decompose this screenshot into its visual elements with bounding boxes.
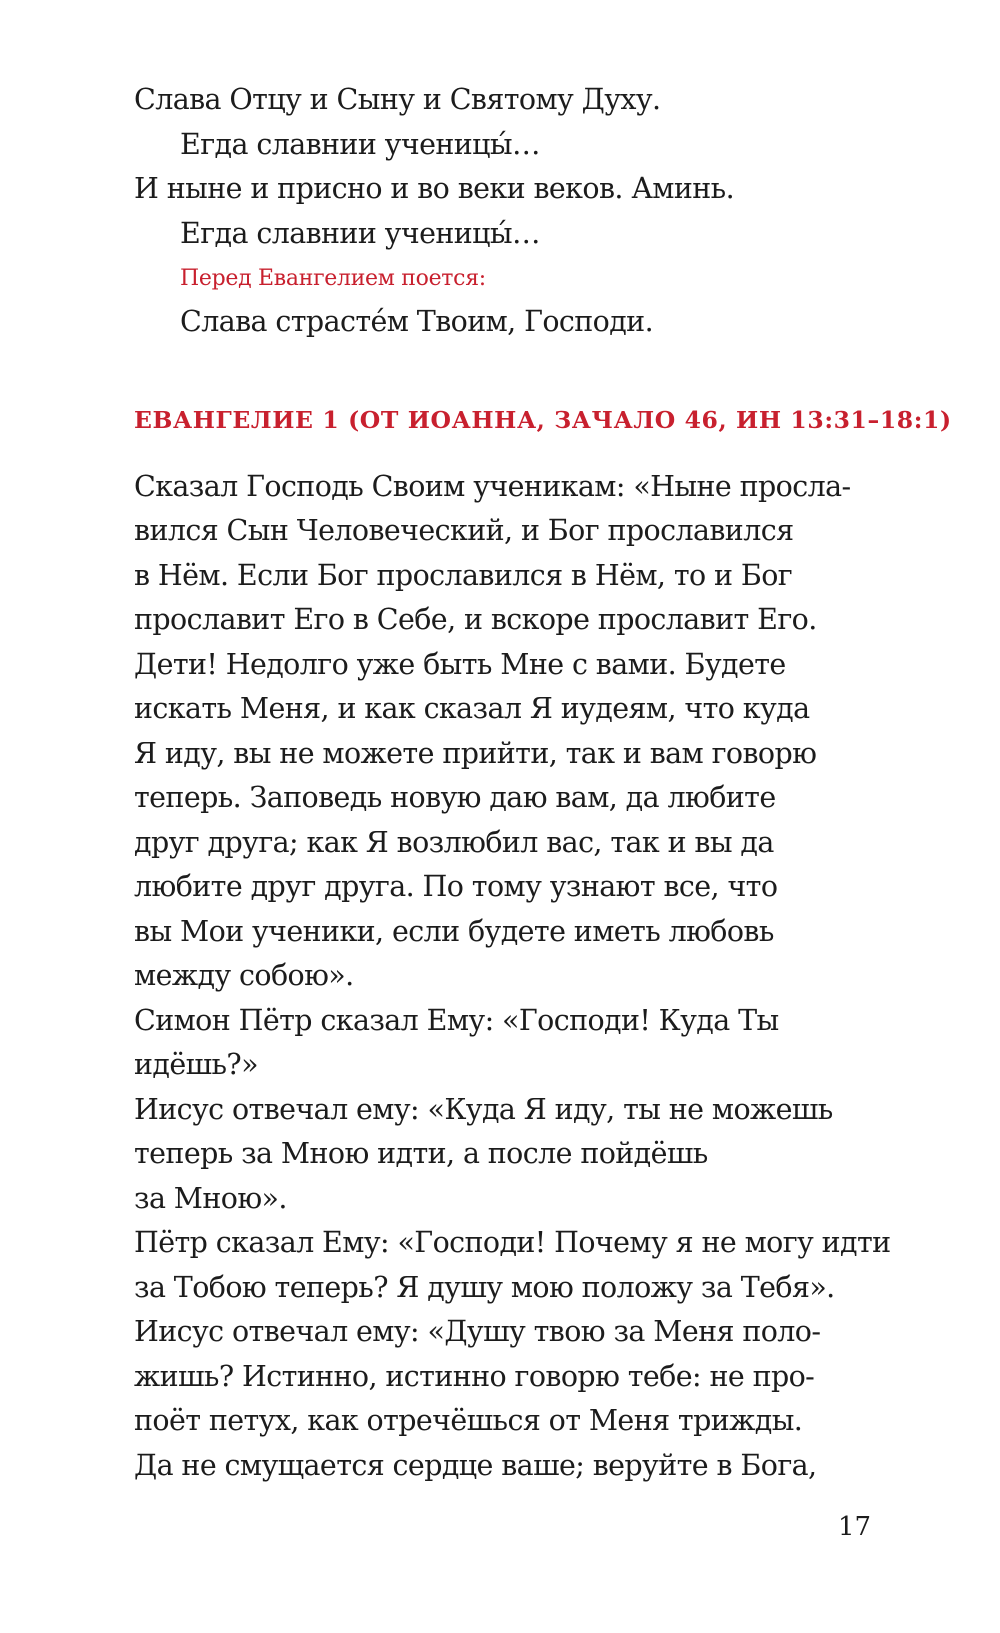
text-line: теперь. Заповедь новую даю вам, да любите [134,781,776,814]
rubric-instruction: Перед Евангелием поется: [180,266,486,291]
gospel-paragraph [134,1221,894,1310]
gospel-heading: ЕВАНГЕЛИЕ 1 (ОТ ИОАННА, ЗАЧАЛО 46, ИН 13:31–18:1) [134,405,952,434]
text-line: поёт петух, как отречёшься от Меня трижды. [134,1404,803,1437]
sung-verse: Слава страсте́м Твоим, Господи. [180,305,654,338]
text-line: Я иду, вы не можете прийти, так и вам говорю [134,736,817,770]
text-line: вился Сын Человеческий, и Бог прославился [134,514,794,547]
refrain-line: Егда славнии ученицы́… [180,127,540,161]
gloria-line [134,78,894,123]
gospel-paragraph [134,999,894,1088]
text-line: И ныне и присно и во веки веков. Аминь. [134,172,735,205]
text-line: Симон Пётр сказал Ему: «Господи! Куда Ты [134,1003,779,1037]
text-line: за Тобою теперь? Я душу мою положу за Тебя». [134,1270,835,1304]
refrain-line: Егда славнии ученицы́… [180,216,540,250]
page-number: 17 [838,1512,872,1542]
book-page [134,78,952,1488]
text-line: идёшь?» [134,1048,258,1081]
text-line: Пётр сказал Ему: «Господи! Почему я не могу идти [134,1226,891,1259]
gospel-paragraph [134,1310,894,1488]
text-line: искать Меня, и как сказал Я иудеям, что куда [134,692,810,725]
text-line: Дети! Недолго уже быть Мне с вами. Будете [134,647,786,681]
text-line: теперь за Мною идти, а после пойдёшь [134,1137,708,1170]
text-line: между собою». [134,959,354,992]
text-line: жишь? Истинно, истинно говорю тебе: не про- [134,1359,815,1393]
gospel-text [134,465,894,1489]
gospel-paragraph [134,465,894,999]
text-line: в Нём. Если Бог прославился в Нём, то и Бог [134,558,793,592]
amen-line [134,167,894,212]
text-line: Слава Отцу и Сыну и Святому Духу. [134,83,661,116]
text-line: за Мною». [134,1181,287,1215]
text-line: вы Мои ученики, если будете иметь любовь [134,914,774,948]
gospel-paragraph [134,1088,894,1222]
text-line: любите друг друга. По тому узнают все, что [134,870,778,903]
text-line: Сказал Господь Своим ученикам: «Ныне просла- [134,469,851,503]
text-line: Иисус отвечал ему: «Куда Я иду, ты не можешь [134,1092,833,1126]
text-line: Да не смущается сердце ваше; веруйте в Бога, [134,1448,817,1482]
text-line: Иисус отвечал ему: «Душу твою за Меня поло- [134,1315,821,1348]
text-line: прославит Его в Себе, и вскоре прославит Его. [134,603,817,636]
doxology-section [134,78,894,345]
text-line: друг друга; как Я возлюбил вас, так и вы да [134,825,774,859]
